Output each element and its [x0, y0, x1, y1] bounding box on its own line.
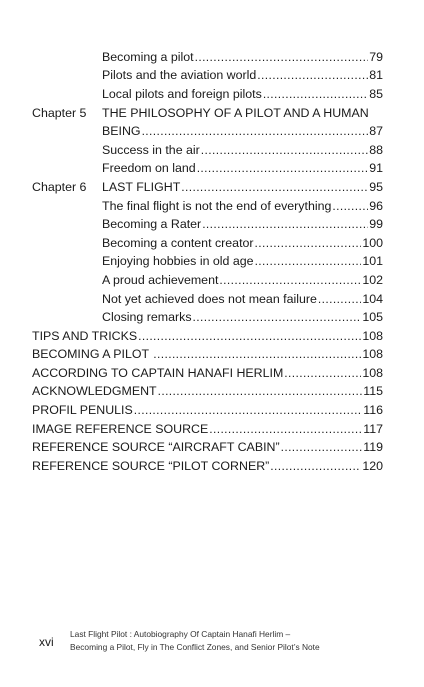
toc-entry-title: Enjoying hobbies in old age — [102, 254, 254, 268]
dot-leader — [209, 420, 362, 438]
toc-entry-title: PROFIL PENULIS — [32, 403, 133, 417]
toc-entry — [102, 66, 383, 84]
toc-entry — [102, 104, 383, 122]
toc-entry-title: Becoming a Rater — [102, 217, 202, 231]
toc-entry — [102, 141, 383, 159]
toc-entry-page: 102 — [362, 273, 383, 287]
toc-entry-title: Becoming a pilot — [102, 50, 194, 64]
dot-leader — [197, 159, 369, 177]
footer-line-1: Last Flight Pilot : Autobiography Of Captain Hanafi Herlim – — [70, 629, 291, 639]
footer-line-2: Becoming a Pilot, Fly in The Conflict Zones, and Senior Pilot’s Note — [70, 642, 320, 652]
toc-entry — [102, 159, 383, 177]
chapter-label: Chapter 5 — [32, 106, 87, 120]
toc-entry-title: ACKNOWLEDGMENT — [32, 384, 157, 398]
toc-entry — [32, 364, 383, 382]
toc-entry-page: 117 — [363, 422, 383, 436]
chapter-label: Chapter 6 — [32, 180, 87, 194]
toc-entry — [32, 345, 383, 363]
page-number: xvi — [39, 635, 54, 649]
toc-entry-title: Freedom on land — [102, 161, 196, 175]
toc-entry — [102, 197, 383, 215]
dot-leader — [195, 48, 369, 66]
dot-leader — [142, 122, 369, 140]
dot-leader — [255, 234, 362, 252]
dot-leader — [284, 364, 361, 382]
toc-entry — [32, 401, 383, 419]
toc-entry-title: Pilots and the aviation world — [102, 68, 257, 82]
toc-entry-page: 115 — [363, 384, 383, 398]
toc-entry-page: 85 — [369, 87, 383, 101]
toc-entry-title: A proud achievement — [102, 273, 219, 287]
toc-entry-page: 88 — [369, 143, 383, 157]
toc-entry-page: 101 — [362, 254, 383, 268]
toc-entry-page: 95 — [369, 180, 383, 194]
toc-entry-title: ACCORDING TO CAPTAIN HANAFI HERLIM — [32, 366, 284, 380]
toc-entry — [102, 85, 383, 103]
toc-entry-title: LAST FLIGHT — [102, 180, 181, 194]
toc-entry-title: TIPS AND TRICKS — [32, 329, 138, 343]
toc-entry — [32, 327, 383, 345]
toc-entry-page: 105 — [362, 310, 383, 324]
toc-entry — [32, 382, 383, 400]
toc-entry-title: REFERENCE SOURCE “PILOT CORNER” — [32, 459, 270, 473]
toc-entry — [102, 308, 383, 326]
dot-leader — [134, 401, 362, 419]
toc-entry-page: 108 — [362, 347, 383, 361]
dot-leader — [219, 271, 361, 289]
toc-entry-page: 81 — [369, 68, 383, 82]
toc-entry-page: 120 — [362, 459, 383, 473]
toc-entry — [102, 290, 383, 308]
dot-leader — [138, 327, 361, 345]
toc-entry — [102, 215, 383, 233]
toc-entry-title: BECOMING A PILOT — [32, 347, 153, 361]
toc-entry-title: Success in the air — [102, 143, 200, 157]
dot-leader — [270, 457, 361, 475]
dot-leader — [153, 345, 361, 363]
toc-entry-title: Becoming a content creator — [102, 236, 254, 250]
toc-entry-title: BEING — [102, 124, 141, 138]
toc-entry-page: 79 — [369, 50, 383, 64]
toc-entry-page: 119 — [363, 440, 383, 454]
dot-leader — [263, 85, 368, 103]
toc-entry-page: 99 — [369, 217, 383, 231]
dot-leader — [318, 290, 361, 308]
dot-leader — [332, 197, 368, 215]
toc-entry — [102, 122, 383, 140]
dot-leader — [281, 438, 363, 456]
toc-entry-title: Closing remarks — [102, 310, 192, 324]
toc-entry — [32, 420, 383, 438]
dot-leader — [158, 382, 363, 400]
toc-entry-page: 108 — [362, 329, 383, 343]
running-footer — [70, 628, 390, 654]
toc-entry-page: 100 — [362, 236, 383, 250]
toc-entry-page: 87 — [369, 124, 383, 138]
dot-leader — [201, 141, 368, 159]
toc-entry-page: 96 — [369, 199, 383, 213]
toc-entry — [102, 234, 383, 252]
toc-entry-page: 104 — [362, 292, 383, 306]
toc-entry — [102, 178, 383, 196]
toc-entry — [102, 252, 383, 270]
toc-entry-title: The final flight is not the end of everything — [102, 199, 332, 213]
toc-entry-page: 108 — [362, 366, 383, 380]
toc-entry-title: Local pilots and foreign pilots — [102, 87, 262, 101]
toc-entry-title: IMAGE REFERENCE SOURCE — [32, 422, 209, 436]
toc-entry-title: THE PHILOSOPHY OF A PILOT AND A HUMAN — [102, 106, 369, 120]
toc-entry-page: 116 — [363, 403, 383, 417]
toc-entry-page: 91 — [369, 161, 383, 175]
dot-leader — [257, 66, 368, 84]
dot-leader — [202, 215, 368, 233]
toc-entry — [32, 457, 383, 475]
dot-leader — [193, 308, 362, 326]
toc-entry — [102, 271, 383, 289]
toc-entry-title: REFERENCE SOURCE “AIRCRAFT CABIN” — [32, 440, 280, 454]
dot-leader — [255, 252, 362, 270]
dot-leader — [181, 178, 368, 196]
toc-entry — [32, 438, 383, 456]
toc-entry-title: Not yet achieved does not mean failure — [102, 292, 317, 306]
toc-entry — [102, 48, 383, 66]
